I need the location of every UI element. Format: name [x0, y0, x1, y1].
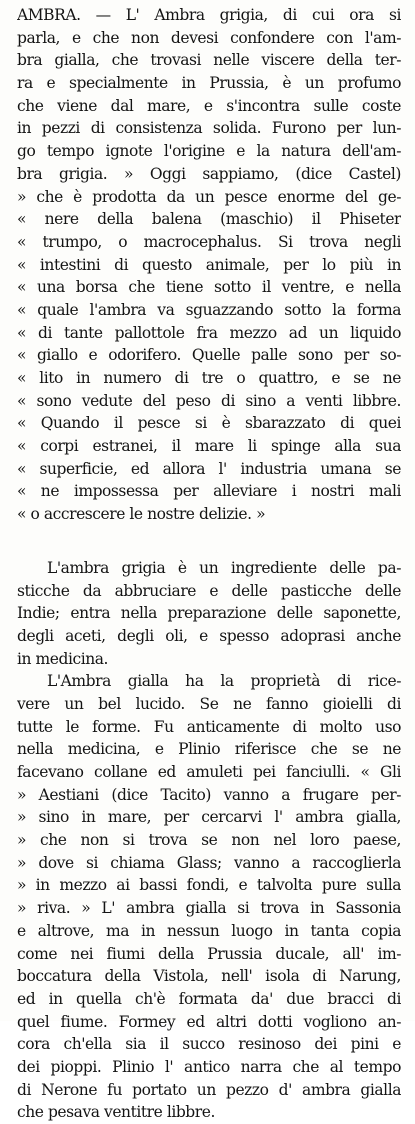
text-line: quel fiume. Formey ed altri dotti vogliono an- — [17, 1012, 401, 1031]
text-line: « trumpo, o macrocephalus. Si trova negli — [17, 232, 401, 251]
text-line: bra gialla, che trovasi nelle viscere della ter- — [17, 51, 401, 70]
text-line: cora ch'ella sia il succo resinoso dei pini e — [17, 1035, 401, 1054]
text-line: ra e specialmente in Prussia, è un profumo — [17, 74, 401, 93]
text-line: parla, e che non devesi confondere con l'am- — [17, 28, 401, 47]
text-line: « superficie, ed allora l' industria umana se — [17, 459, 401, 478]
text-line: vere un bel lucido. Se ne fanno gioielli di — [17, 694, 401, 713]
text-line: » Aestiani (dice Tacito) vanno a frugare per- — [17, 785, 401, 804]
text-line: « sono vedute del peso di sino a venti libbre. — [17, 391, 401, 410]
text-line: « giallo e odorifero. Quelle palle sono per so- — [17, 346, 401, 365]
text-line: go tempo ignote l'origine e la natura dell'am- — [17, 142, 401, 161]
text-line: dei pioppi. Plinio l' antico narra che al tempo — [17, 1057, 401, 1076]
text-line: sticche da abbruciare e delle pasticche delle — [17, 581, 401, 600]
text-line: » dove si chiama Glass; vanno a raccoglierla — [17, 853, 401, 872]
text-line: « corpi estranei, il mare li spinge alla sua — [17, 437, 401, 456]
text-line: Indie; entra nella preparazione delle saponette, — [17, 604, 401, 623]
text-line: di Nerone fu portato un pezzo d' ambra gialla — [17, 1080, 401, 1099]
text-line: e altrove, ma in nessun luogo in tanta copia — [17, 921, 401, 940]
text-line: L'ambra grigia è un ingrediente delle pa- — [47, 558, 401, 577]
text-line: che pesava ventitre libbre. — [17, 1103, 215, 1122]
text-line: « Quando il pesce si è sbarazzato di quei — [17, 414, 401, 433]
text-line: facevano collane ed amuleti pei fanciulli. « Gli — [17, 763, 401, 781]
text-line: in medicina. — [17, 649, 109, 668]
paragraph-gap — [17, 526, 401, 557]
text-line: che viene dal mare, e s'incontra sulle coste — [17, 96, 401, 115]
text-line: » che è prodotta da un pesce enorme del ge- — [17, 187, 401, 206]
text-line: « nere della balena (maschio) il Phiseter — [17, 210, 401, 229]
text-line: « lito in numero di tre o quattro, e se ne — [17, 369, 401, 387]
text-line: bra grigia. » Oggi sappiamo, (dice Castel) — [17, 164, 401, 183]
text-line: » in mezzo ai bassi fondi, e talvolta pure sulla — [17, 876, 401, 895]
text-line: come nei fiumi della Prussia ducale, all' im- — [17, 944, 401, 963]
text-line: ed in quella ch'è formata da' due bracci di — [17, 989, 401, 1008]
text-line: « di tante pallottole fra mezzo ad un liquido — [17, 323, 401, 342]
text-line: » riva. » L' ambra gialla si trova in Sassonia — [17, 899, 401, 918]
text-line: « intestini di questo animale, per lo più in — [17, 255, 401, 274]
text-column — [17, 4, 401, 1124]
text-line: « ne impossessa per alleviare i nostri mali — [17, 482, 401, 501]
text-line: « una borsa che tiene sotto il ventre, e nella — [17, 278, 401, 297]
text-line: L'Ambra gialla ha la proprietà di rice- — [47, 672, 401, 691]
paragraph-ambra-gialla — [17, 670, 401, 1124]
text-line: boccatura della Vistola, nell' isola di Narung, — [17, 967, 401, 986]
text-line: « quale l'ambra va sguazzando sotto la forma — [17, 300, 401, 319]
text-line: tutte le forme. Fu anticamente di molto uso — [17, 717, 401, 736]
text-line: » che non si trova se non nel loro paese, — [17, 831, 401, 850]
text-line: in pezzi di consistenza solida. Furono per lun- — [17, 119, 401, 138]
text-line: nella medicina, e Plinio riferisce che se ne — [17, 740, 401, 759]
text-line: » sino in mare, per cercarvi l' ambra gialla, — [17, 808, 401, 827]
paragraph-ambra-grigia — [17, 4, 401, 526]
paragraph-uses — [17, 557, 401, 670]
text-line: AMBRA. — L' Ambra grigia, di cui ora si — [17, 6, 401, 24]
text-line: « o accrescere le nostre delizie. » — [17, 505, 266, 524]
text-line: degli aceti, degli oli, e spesso adoprasi anche — [17, 626, 401, 645]
